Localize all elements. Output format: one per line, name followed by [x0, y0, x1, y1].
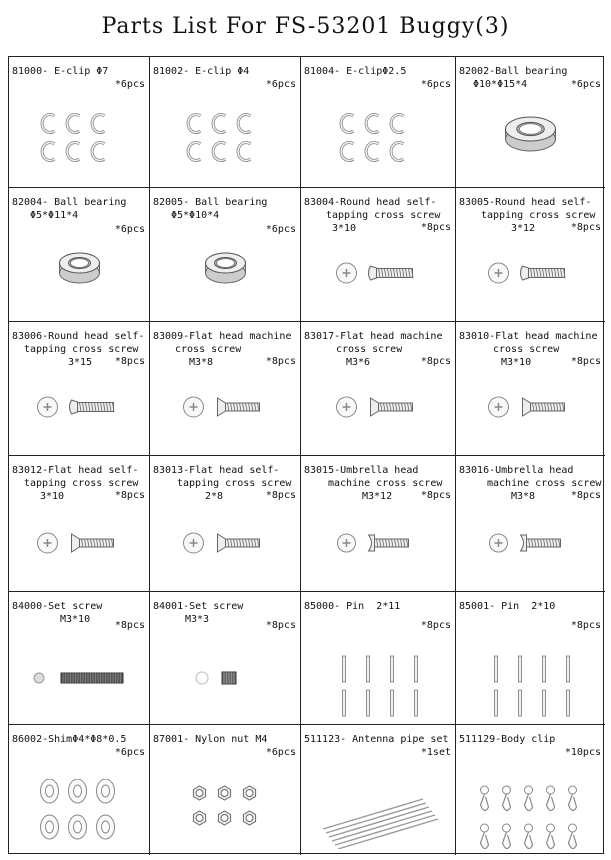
set-screw-icon-group: [9, 636, 150, 706]
part-quantity: *6pcs: [420, 79, 451, 90]
pin-art: [456, 648, 605, 718]
flat-head-screw-icon-group: [301, 367, 456, 437]
e-clip-icon: [213, 115, 225, 133]
set-screw-art: [9, 636, 149, 706]
flat-head-screw-icon: [184, 533, 260, 553]
part-label: [459, 733, 602, 746]
part-size: M3*10: [501, 357, 532, 368]
body-clip-art: [456, 779, 605, 849]
round-head-screw-icon-group: [456, 233, 605, 303]
shim-icon: [97, 779, 115, 803]
umbrella-head-screw-icon: [338, 534, 409, 552]
ball-bearing-icon-group: [456, 99, 605, 169]
part-name: 82004- Ball bearing: [12, 197, 127, 208]
part-quantity: *6pcs: [265, 224, 296, 235]
part-size: 2*11: [376, 601, 401, 612]
part-name: 83017-Flat head machine: [304, 331, 443, 342]
part-name: 83016-Umbrella head: [459, 465, 574, 476]
part-name: 87001- Nylon nut M4: [153, 734, 268, 745]
part-cell: [9, 456, 150, 592]
part-quantity: *6pcs: [114, 79, 145, 90]
part-name: 85001- Pin 2*10: [459, 601, 556, 612]
nylon-nut-icon: [243, 811, 255, 825]
shim-icon: [97, 815, 115, 839]
part-name: 83005-Round head self-: [459, 197, 592, 208]
e-clip-icon-group: [9, 111, 150, 181]
part-label: [153, 733, 297, 746]
part-cell: [150, 456, 301, 592]
flat-head-screw-icon-group: [150, 503, 301, 573]
part-spec: Φ5*Φ10*4: [171, 210, 220, 221]
part-size: 3*15: [68, 357, 93, 368]
part-size: 3*10: [40, 491, 65, 502]
nylon-nut-icon-group: [150, 779, 301, 849]
pin-icon: [415, 690, 418, 716]
shim-icon: [69, 779, 87, 803]
part-name: 81000- E-clip Φ7: [12, 66, 109, 77]
e-clip-icon: [391, 115, 403, 133]
part-quantity: *8pcs: [114, 356, 145, 367]
ball-bearing-art: [456, 99, 605, 169]
part-spec: machine cross screw: [328, 478, 443, 489]
part-quantity: *8pcs: [265, 356, 296, 367]
part-quantity: *8pcs: [265, 620, 296, 631]
ball-bearing-art: [9, 233, 149, 303]
part-quantity: *8pcs: [114, 620, 145, 631]
ball-bearing-icon-group: [150, 233, 301, 303]
set-screw-icon: [34, 673, 123, 683]
round-head-screw-icon-group: [301, 233, 456, 303]
pin-icon: [543, 656, 546, 682]
part-spec: cross screw: [175, 344, 242, 355]
pin-icon: [391, 690, 394, 716]
e-clip-icon: [391, 143, 403, 161]
part-label: [304, 600, 452, 613]
part-quantity: *8pcs: [265, 490, 296, 501]
part-label: [12, 65, 146, 78]
part-name: 83012-Flat head self-: [12, 465, 139, 476]
part-spec: Φ5*Φ11*4: [30, 210, 79, 221]
pin-icon: [367, 690, 370, 716]
pin-icon: [519, 690, 522, 716]
part-name: 84001-Set screw: [153, 601, 244, 612]
part-label: [304, 65, 452, 78]
part-size: 3*12: [511, 223, 536, 234]
part-name: 83010-Flat head machine: [459, 331, 598, 342]
umbrella-head-screw-art: [456, 503, 605, 573]
round-head-screw-icon-group: [9, 367, 150, 437]
shim-icon: [41, 779, 59, 803]
part-spec: machine cross screw: [487, 478, 602, 489]
e-clip-icon: [188, 115, 200, 133]
ball-bearing-icon-group: [9, 233, 150, 303]
part-spec: tapping cross screw: [481, 210, 596, 221]
round-head-screw-art: [301, 233, 455, 303]
flat-head-screw-icon-group: [456, 367, 605, 437]
part-quantity: *6pcs: [265, 747, 296, 758]
part-spec: M3*10: [60, 614, 91, 625]
flat-head-screw-art: [456, 367, 605, 437]
antenna-pipe-art: [301, 779, 455, 849]
part-quantity: *6pcs: [265, 79, 296, 90]
part-label: [12, 196, 146, 222]
part-name: 85000- Pin 2*11: [304, 601, 401, 612]
e-clip-icon: [341, 143, 353, 161]
part-cell: [150, 592, 301, 725]
part-cell: [9, 725, 150, 855]
body-clip-icon: [569, 824, 577, 849]
part-quantity: *8pcs: [570, 620, 601, 631]
flat-head-screw-icon-group: [9, 503, 150, 573]
part-quantity: *6pcs: [114, 747, 145, 758]
part-spec: cross screw: [336, 344, 403, 355]
part-cell: [456, 57, 605, 188]
e-clip-icon: [42, 115, 54, 133]
part-size: 3*10: [332, 223, 357, 234]
shim-icon: [41, 815, 59, 839]
e-clip-icon: [213, 143, 225, 161]
part-spec: M3*3: [185, 614, 210, 625]
part-cell: [456, 322, 605, 456]
body-clip-icon: [547, 786, 555, 811]
body-clip-icon: [481, 824, 489, 849]
nylon-nut-icon: [193, 786, 205, 800]
e-clip-art: [150, 111, 300, 181]
part-name: 83006-Round head self-: [12, 331, 145, 342]
umbrella-head-screw-icon: [490, 534, 561, 552]
part-quantity: *10pcs: [564, 747, 601, 758]
e-clip-icon-group: [150, 111, 301, 181]
e-clip-icon: [366, 143, 378, 161]
nylon-nut-icon: [243, 786, 255, 800]
round-head-screw-icon: [489, 263, 566, 283]
part-size: 2*10: [531, 601, 556, 612]
body-clip-icon: [569, 786, 577, 811]
e-clip-icon: [366, 115, 378, 133]
pin-icon: [567, 656, 570, 682]
part-cell: [301, 725, 456, 855]
body-clip-icon: [547, 824, 555, 849]
e-clip-icon: [67, 115, 79, 133]
part-size: M3*12: [362, 491, 393, 502]
e-clip-icon: [67, 143, 79, 161]
part-cell: [9, 57, 150, 188]
part-name: 511129-Body clip: [459, 734, 556, 745]
antenna-pipe-icon-group: [301, 779, 456, 849]
pin-icon: [343, 690, 346, 716]
part-cell: [150, 188, 301, 322]
pin-icon: [495, 656, 498, 682]
e-clip-icon: [42, 143, 54, 161]
flat-head-screw-icon: [184, 397, 260, 417]
flat-head-screw-art: [150, 503, 300, 573]
e-clip-icon: [92, 115, 104, 133]
ball-bearing-icon: [60, 253, 100, 283]
flat-head-screw-icon-group: [150, 367, 301, 437]
flat-head-screw-icon: [489, 397, 565, 417]
body-clip-icon: [525, 786, 533, 811]
pin-art: [301, 648, 455, 718]
umbrella-head-screw-art: [301, 503, 455, 573]
ball-bearing-icon: [206, 253, 246, 283]
part-name: 84000-Set screw: [12, 601, 103, 612]
part-name: 83013-Flat head self-: [153, 465, 280, 476]
pin-icon: [391, 656, 394, 682]
part-cell: [9, 188, 150, 322]
part-quantity: *1set: [420, 747, 451, 758]
part-name: 82002-Ball bearing: [459, 66, 568, 77]
part-cell: [301, 456, 456, 592]
flat-head-screw-art: [150, 367, 300, 437]
pin-icon: [343, 656, 346, 682]
pin-icon: [415, 656, 418, 682]
shim-icon: [69, 815, 87, 839]
part-name: 83004-Round head self-: [304, 197, 437, 208]
part-label: [459, 600, 602, 613]
pin-icon: [495, 690, 498, 716]
pin-icon: [543, 690, 546, 716]
part-quantity: *6pcs: [570, 79, 601, 90]
e-clip-icon: [92, 143, 104, 161]
round-head-screw-icon: [38, 397, 115, 417]
nylon-nut-art: [150, 779, 300, 849]
body-clip-icon: [503, 786, 511, 811]
shim-art: [9, 779, 149, 849]
part-name: 511123- Antenna pipe set: [304, 734, 449, 745]
part-cell: [301, 188, 456, 322]
pin-icon: [567, 690, 570, 716]
round-head-screw-art: [456, 233, 605, 303]
part-size: M3*8: [189, 357, 214, 368]
nylon-nut-icon: [218, 811, 230, 825]
parts-grid: [8, 56, 604, 854]
part-cell: [456, 456, 605, 592]
set-screw-icon: [196, 672, 236, 684]
part-cell: [301, 322, 456, 456]
part-name: 82005- Ball bearing: [153, 197, 268, 208]
shim-icon-group: [9, 779, 150, 849]
part-cell: [150, 725, 301, 855]
part-name: 81004- E-clipΦ2.5: [304, 66, 407, 77]
page-title: Parts List For FS-53201 Buggy(3): [101, 14, 510, 39]
e-clip-icon: [238, 115, 250, 133]
body-clip-icon: [481, 786, 489, 811]
part-name: 81002- E-clip Φ4: [153, 66, 250, 77]
part-spec: tapping cross screw: [177, 478, 292, 489]
set-screw-icon-group: [150, 636, 301, 706]
part-quantity: *8pcs: [570, 356, 601, 367]
part-size: M3*6: [346, 357, 371, 368]
part-spec: tapping cross screw: [24, 478, 139, 489]
part-quantity: *8pcs: [420, 356, 451, 367]
round-head-screw-art: [9, 367, 149, 437]
part-spec: tapping cross screw: [326, 210, 441, 221]
e-clip-icon: [188, 143, 200, 161]
round-head-screw-icon: [337, 263, 414, 283]
umbrella-head-screw-icon-group: [301, 503, 456, 573]
flat-head-screw-art: [301, 367, 455, 437]
pin-icon: [367, 656, 370, 682]
part-cell: [9, 322, 150, 456]
pin-icon: [519, 656, 522, 682]
umbrella-head-screw-icon-group: [456, 503, 605, 573]
set-screw-art: [150, 636, 300, 706]
part-label: [153, 196, 297, 222]
e-clip-art: [301, 111, 455, 181]
part-cell: [301, 57, 456, 188]
part-spec: Φ10*Φ15*4: [473, 79, 528, 90]
part-cell: [456, 188, 605, 322]
part-name: 83009-Flat head machine: [153, 331, 292, 342]
part-cell: [9, 592, 150, 725]
part-label: [304, 733, 452, 746]
e-clip-art: [9, 111, 149, 181]
body-clip-icon: [525, 824, 533, 849]
part-cell: [456, 592, 605, 725]
part-quantity: *8pcs: [420, 620, 451, 631]
flat-head-screw-icon: [337, 397, 413, 417]
pin-icon-group: [456, 648, 605, 718]
part-cell: [456, 725, 605, 855]
e-clip-icon-group: [301, 111, 456, 181]
part-quantity: *8pcs: [420, 222, 451, 233]
body-clip-icon-group: [456, 779, 605, 849]
part-quantity: *6pcs: [114, 224, 145, 235]
ball-bearing-icon: [506, 117, 556, 151]
part-size: M3*8: [511, 491, 536, 502]
nylon-nut-icon: [193, 811, 205, 825]
part-size: 2*8: [205, 491, 224, 502]
nylon-nut-icon: [218, 786, 230, 800]
ball-bearing-art: [150, 233, 300, 303]
e-clip-icon: [341, 115, 353, 133]
part-quantity: *8pcs: [114, 490, 145, 501]
part-quantity: *8pcs: [420, 490, 451, 501]
pin-icon-group: [301, 648, 456, 718]
part-cell: [150, 57, 301, 188]
part-quantity: *8pcs: [570, 490, 601, 501]
flat-head-screw-art: [9, 503, 149, 573]
part-spec: tapping cross screw: [24, 344, 139, 355]
part-name: 86002-ShimΦ4*Φ8*0.5: [12, 734, 127, 745]
part-label: [153, 65, 297, 78]
part-cell: [301, 592, 456, 725]
e-clip-icon: [238, 143, 250, 161]
part-spec: cross screw: [493, 344, 560, 355]
flat-head-screw-icon: [38, 533, 114, 553]
part-quantity: *8pcs: [570, 222, 601, 233]
body-clip-icon: [503, 824, 511, 849]
part-label: [12, 733, 146, 746]
part-cell: [150, 322, 301, 456]
part-name: 83015-Umbrella head: [304, 465, 419, 476]
